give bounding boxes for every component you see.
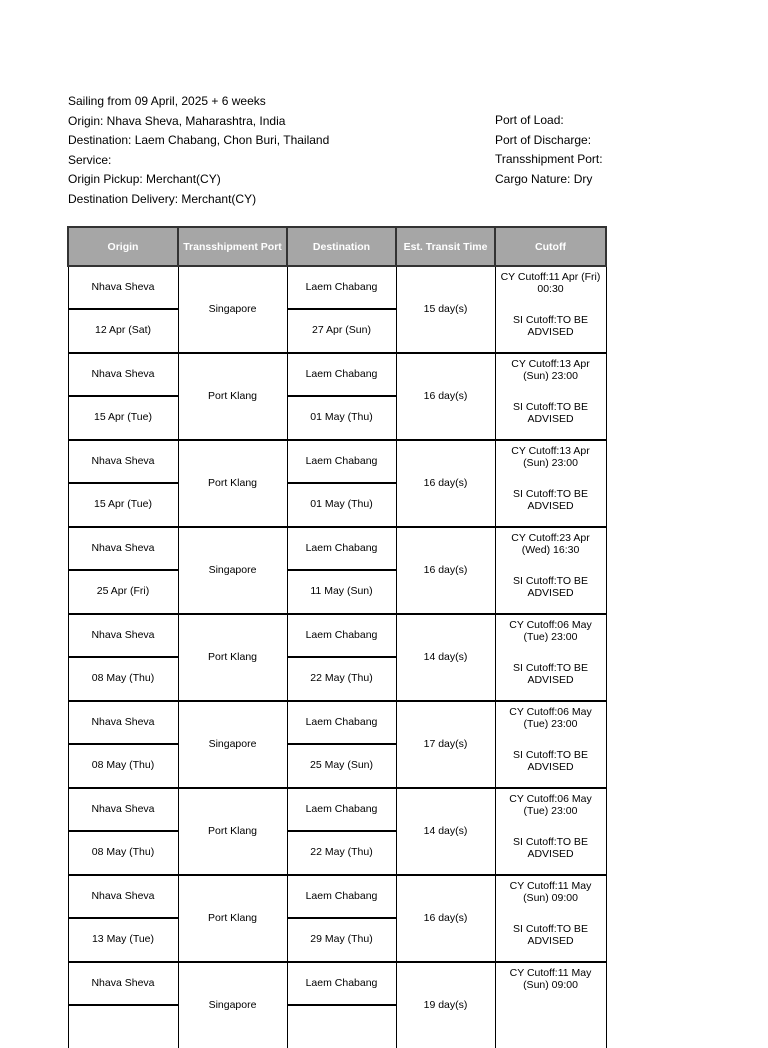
schedule-row — [68, 440, 606, 483]
origin-date-cell — [68, 1005, 178, 1048]
schedule-row-dates — [68, 570, 606, 614]
origin-date-cell: 08 May (Thu) — [68, 744, 178, 788]
transshipment-port-cell: Port Klang — [178, 353, 287, 440]
destination-port-cell: Laem Chabang — [287, 788, 396, 831]
origin-port-cell: Nhava Sheva — [68, 614, 178, 657]
transit-time-cell: 16 day(s) — [396, 527, 495, 614]
schedule-table — [67, 226, 607, 1048]
schedule-row-dates — [68, 831, 606, 875]
origin-pickup-info: Origin Pickup: Merchant(CY) — [68, 172, 221, 186]
port-of-load-info: Port of Load: — [495, 113, 564, 127]
destination-info: Destination: Laem Chabang, Chon Buri, Thailand — [68, 133, 330, 147]
origin-date-cell: 13 May (Tue) — [68, 918, 178, 962]
origin-date-cell: 15 Apr (Tue) — [68, 483, 178, 527]
schedule-row-dates — [68, 1005, 606, 1048]
si-cutoff-cell: SI Cutoff:TO BE ADVISED — [495, 918, 606, 962]
transit-time-cell: 15 day(s) — [396, 266, 495, 353]
destination-port-cell: Laem Chabang — [287, 701, 396, 744]
transshipment-port-cell: Port Klang — [178, 875, 287, 962]
column-header-destination: Destination — [287, 227, 396, 266]
cy-cutoff-cell: CY Cutoff:06 May (Tue) 23:00 — [495, 614, 606, 657]
sailing-range: Sailing from 09 April, 2025 + 6 weeks — [68, 94, 266, 108]
schedule-row-dates — [68, 396, 606, 440]
service-info: Service: — [68, 152, 112, 167]
shipment-info-left — [68, 92, 329, 209]
schedule-row-dates — [68, 657, 606, 701]
cy-cutoff-cell: CY Cutoff:06 May (Tue) 23:00 — [495, 788, 606, 831]
transshipment-port-cell: Port Klang — [178, 788, 287, 875]
destination-port-cell: Laem Chabang — [287, 353, 396, 396]
destination-port-cell: Laem Chabang — [287, 527, 396, 570]
transshipment-port-cell: Singapore — [178, 962, 287, 1048]
schedule-row-dates — [68, 309, 606, 353]
si-cutoff-cell: SI Cutoff:TO BE ADVISED — [495, 744, 606, 788]
schedule-row-dates — [68, 483, 606, 527]
destination-date-cell: 01 May (Thu) — [287, 396, 396, 440]
cy-cutoff-cell: CY Cutoff:11 Apr (Fri) 00:30 — [495, 266, 606, 309]
column-header-origin: Origin — [68, 227, 178, 266]
transshipment-port-info: Transshipment Port: — [495, 152, 603, 166]
transit-time-cell: 16 day(s) — [396, 353, 495, 440]
destination-date-cell: 22 May (Thu) — [287, 657, 396, 701]
origin-port-cell: Nhava Sheva — [68, 353, 178, 396]
origin-port-cell: Nhava Sheva — [68, 527, 178, 570]
transit-time-cell: 17 day(s) — [396, 701, 495, 788]
schedule-row — [68, 788, 606, 831]
origin-port-cell: Nhava Sheva — [68, 962, 178, 1005]
cy-cutoff-cell: CY Cutoff:13 Apr (Sun) 23:00 — [495, 440, 606, 483]
cy-cutoff-cell: CY Cutoff:06 May (Tue) 23:00 — [495, 701, 606, 744]
destination-date-cell: 22 May (Thu) — [287, 831, 396, 875]
transit-time-cell: 19 day(s) — [396, 962, 495, 1048]
transshipment-port-cell: Port Klang — [178, 440, 287, 527]
column-header-cutoff: Cutoff — [495, 227, 606, 266]
schedule-row — [68, 701, 606, 744]
cy-cutoff-cell: CY Cutoff:13 Apr (Sun) 23:00 — [495, 353, 606, 396]
destination-port-cell: Laem Chabang — [287, 266, 396, 309]
schedule-row — [68, 614, 606, 657]
si-cutoff-cell: SI Cutoff:TO BE ADVISED — [495, 309, 606, 353]
schedule-row — [68, 875, 606, 918]
si-cutoff-cell — [495, 1005, 606, 1048]
si-cutoff-cell: SI Cutoff:TO BE ADVISED — [495, 483, 606, 527]
si-cutoff-cell: SI Cutoff:TO BE ADVISED — [495, 657, 606, 701]
cargo-nature-info: Cargo Nature: Dry — [495, 171, 593, 186]
origin-port-cell: Nhava Sheva — [68, 788, 178, 831]
origin-date-cell: 08 May (Thu) — [68, 657, 178, 701]
destination-port-cell: Laem Chabang — [287, 440, 396, 483]
transshipment-port-cell: Singapore — [178, 527, 287, 614]
destination-date-cell: 29 May (Thu) — [287, 918, 396, 962]
transit-time-cell: 14 day(s) — [396, 614, 495, 701]
cy-cutoff-cell: CY Cutoff:23 Apr (Wed) 16:30 — [495, 527, 606, 570]
table-header-row — [68, 227, 606, 266]
si-cutoff-cell: SI Cutoff:TO BE ADVISED — [495, 831, 606, 875]
destination-date-cell: 25 May (Sun) — [287, 744, 396, 788]
destination-delivery-info: Destination Delivery: Merchant(CY) — [68, 191, 257, 206]
column-header-transit-time: Est. Transit Time — [396, 227, 495, 266]
shipment-info-right — [495, 111, 603, 189]
schedule-row — [68, 266, 606, 309]
schedule-row — [68, 527, 606, 570]
origin-port-cell: Nhava Sheva — [68, 875, 178, 918]
transshipment-port-cell: Singapore — [178, 266, 287, 353]
destination-date-cell — [287, 1005, 396, 1048]
schedule-row — [68, 962, 606, 1005]
transit-time-cell: 16 day(s) — [396, 440, 495, 527]
destination-port-cell: Laem Chabang — [287, 962, 396, 1005]
origin-date-cell: 08 May (Thu) — [68, 831, 178, 875]
origin-date-cell: 15 Apr (Tue) — [68, 396, 178, 440]
destination-date-cell: 11 May (Sun) — [287, 570, 396, 614]
transshipment-port-cell: Singapore — [178, 701, 287, 788]
si-cutoff-cell: SI Cutoff:TO BE ADVISED — [495, 570, 606, 614]
transshipment-port-cell: Port Klang — [178, 614, 287, 701]
cy-cutoff-cell: CY Cutoff:11 May (Sun) 09:00 — [495, 962, 606, 1005]
origin-date-cell: 25 Apr (Fri) — [68, 570, 178, 614]
port-of-discharge-info: Port of Discharge: — [495, 132, 592, 147]
cy-cutoff-cell: CY Cutoff:11 May (Sun) 09:00 — [495, 875, 606, 918]
si-cutoff-cell: SI Cutoff:TO BE ADVISED — [495, 396, 606, 440]
schedule-table-body — [68, 266, 606, 1048]
destination-date-cell: 27 Apr (Sun) — [287, 309, 396, 353]
origin-info: Origin: Nhava Sheva, Maharashtra, India — [68, 113, 286, 128]
transit-time-cell: 14 day(s) — [396, 788, 495, 875]
origin-date-cell: 12 Apr (Sat) — [68, 309, 178, 353]
origin-port-cell: Nhava Sheva — [68, 266, 178, 309]
origin-port-cell: Nhava Sheva — [68, 440, 178, 483]
destination-date-cell: 01 May (Thu) — [287, 483, 396, 527]
column-header-transshipment-port: Transshipment Port — [178, 227, 287, 266]
destination-port-cell: Laem Chabang — [287, 614, 396, 657]
schedule-row-dates — [68, 744, 606, 788]
schedule-row — [68, 353, 606, 396]
origin-port-cell: Nhava Sheva — [68, 701, 178, 744]
transit-time-cell: 16 day(s) — [396, 875, 495, 962]
schedule-row-dates — [68, 918, 606, 962]
schedule-table-container — [67, 226, 605, 1011]
destination-port-cell: Laem Chabang — [287, 875, 396, 918]
